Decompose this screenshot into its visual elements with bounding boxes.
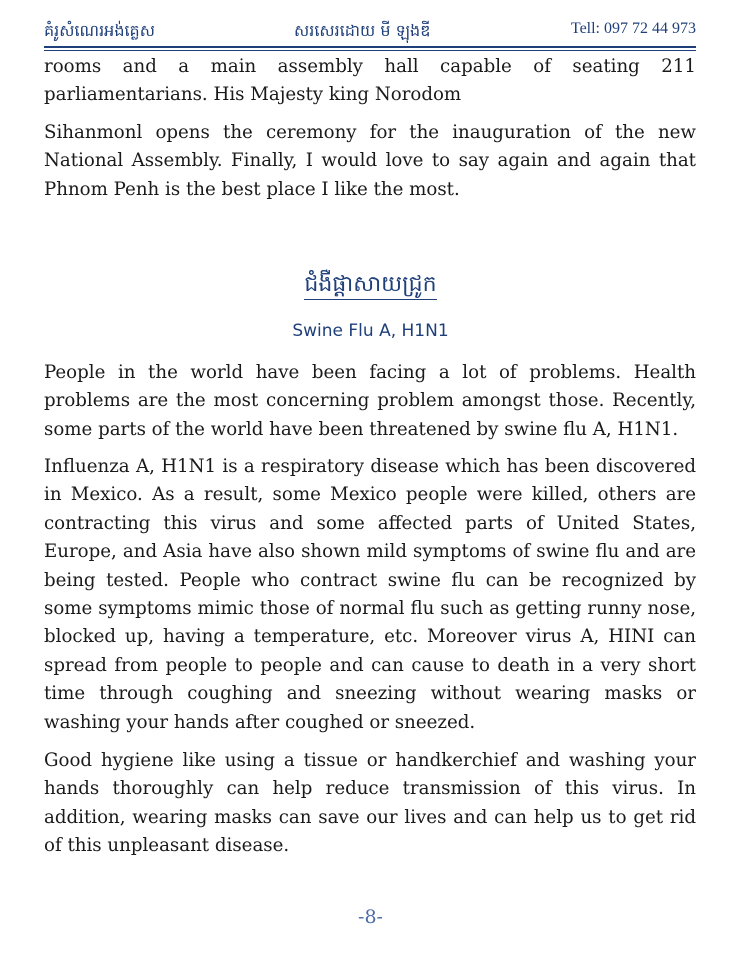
section-title-khmer-text: ជំងឺផ្តាសាយជ្រូក (304, 272, 436, 300)
paragraph-hygiene: Good hygiene like using a tissue or handkerchief and washing your hands thoroughly can help reduce transmission of this virus. In addition, wearing masks can save our lives and can help us to get rid of this unpleasant disease. (44, 750, 696, 857)
header-rule-thick (44, 46, 696, 48)
section-title-khmer (0, 270, 741, 302)
page-header (44, 18, 696, 44)
header-phone: Tell: 097 72 44 973 (570, 20, 696, 37)
section-subtitle: Swine Flu A, H1N1 (292, 321, 449, 341)
paragraph-continued: rooms and a main assembly hall capable of seating 211 parliamentarians. His Majesty king Norodom (44, 56, 696, 106)
paragraph-body: Influenza A, H1N1 is a respiratory disease which has been discovered in Mexico. As a result, some Mexico people were killed, others are contracting this virus and some affected parts of United States, Europe, and Asia have also shown mild symptoms of swine flu and are being tested. People who contract swine flu can be recognized by some symptoms mimic those of normal flu such as getting runny nose, blocked up, having a temperature, etc. Moreover virus A, HINI can spread from people to people and can cause to death in a very short time through coughing and sneezing without wearing masks or washing your hands after coughed or sneezed. (44, 456, 696, 733)
header-author: សរសេរដោយ មី ឡុងឌី (294, 21, 431, 40)
header-book-title: គំរូសំណេរអង់គ្លេស (44, 21, 155, 40)
paragraph-conclusion: Sihanmonl opens the ceremony for the inauguration of the new National Assembly. Finally, I would love to say again and again that Phnom Penh is the best place I like the most. (44, 122, 696, 200)
paragraph-intro: People in the world have been facing a lot of problems. Health problems are the most concerning problem amongst those. Recently, some parts of the world have been threatened by swine flu A, H1N1. (44, 362, 696, 440)
header-rule-thin (44, 50, 696, 51)
page-number: -8- (358, 906, 383, 928)
